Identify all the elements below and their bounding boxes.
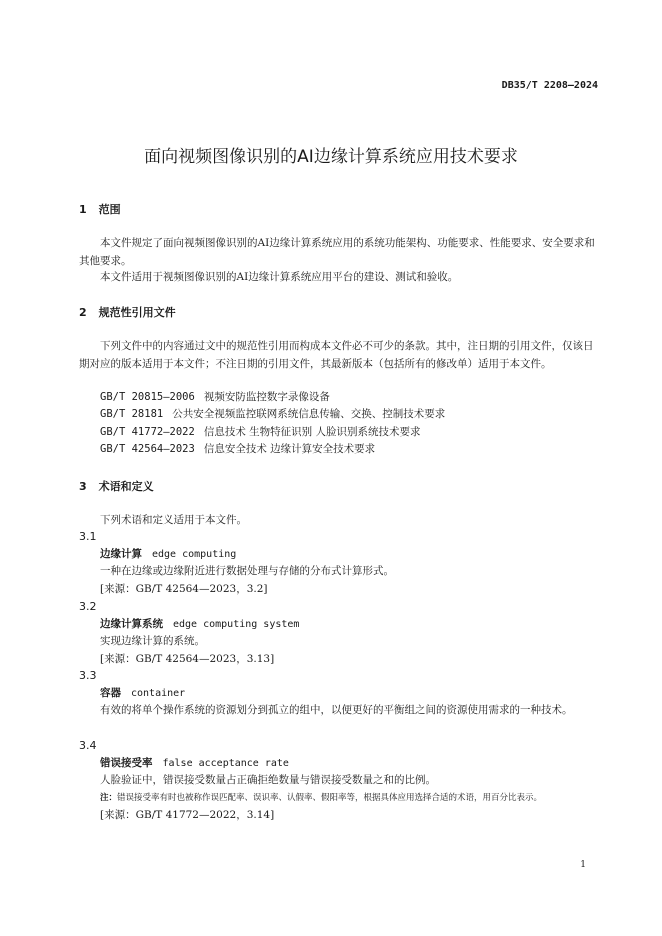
term-en: edge computing xyxy=(152,549,237,560)
ref-title: 信息安全技术 边缘计算安全技术要求 xyxy=(203,443,376,455)
normative-ref-item xyxy=(100,406,445,421)
section-number: 3 xyxy=(79,480,87,493)
term-en: container xyxy=(131,688,186,699)
term-number: 3.3 xyxy=(79,669,97,682)
section-1-heading xyxy=(79,201,121,217)
term-definition: 人脸验证中，错误接受数量占正确拒绝数量与错误接受数量之和的比例。 xyxy=(100,774,436,786)
ref-title: 信息技术 生物特征识别 人脸识别系统技术要求 xyxy=(203,426,421,438)
term-note xyxy=(100,791,542,803)
scope-paragraph-1: 本文件规定了面向视频图像识别的AI边缘计算系统应用的系统功能架构、功能要求、性能要求、安全要求和其他要求。 xyxy=(79,237,595,267)
term-zh: 边缘计算系统 xyxy=(100,618,163,630)
section-title: 术语和定义 xyxy=(98,480,154,493)
term-definition: 有效的将单个操作系统的资源划分到孤立的组中，以便更好的平衡组之间的资源使用需求的一种技术。 xyxy=(100,704,573,716)
term-definition: 实现边缘计算的系统。 xyxy=(100,635,205,647)
section-number: 1 xyxy=(79,203,87,216)
section-3-heading xyxy=(79,478,154,494)
ref-title: 视频安防监控数字录像设备 xyxy=(203,391,330,403)
term-heading xyxy=(100,755,289,770)
term-heading xyxy=(100,616,299,631)
section-title: 规范性引用文件 xyxy=(98,306,176,319)
document-title: 面向视频图像识别的AI边缘计算系统应用技术要求 xyxy=(144,147,518,167)
note-label: 注： xyxy=(100,793,118,803)
normative-ref-item xyxy=(100,424,421,439)
ref-code: GB/T 28181 xyxy=(100,408,164,420)
term-source: [来源：GB/T 42564—2023，3.13] xyxy=(100,653,275,665)
document-number: DB35/T 2208—2024 xyxy=(501,80,598,91)
note-text: 错误接受率有时也被称作误匹配率、误识率、认假率、假阳率等，根据具体应用选择合适的术语，用百分比表示。 xyxy=(117,793,543,803)
term-heading xyxy=(100,546,236,561)
normative-ref-item xyxy=(100,389,330,404)
term-en: edge computing system xyxy=(173,619,300,630)
ref-code: GB/T 41772—2022 xyxy=(100,426,195,438)
section-title: 范围 xyxy=(98,203,121,216)
section-number: 2 xyxy=(79,306,87,319)
term-heading xyxy=(100,685,185,700)
page-number: 1 xyxy=(580,860,586,870)
term-source: [来源：GB/T 42564—2023，3.2] xyxy=(100,583,268,595)
term-source: [来源：GB/T 41772—2022，3.14] xyxy=(100,809,275,821)
ref-code: GB/T 20815—2006 xyxy=(100,391,195,403)
term-number: 3.4 xyxy=(79,739,97,752)
term-en: false acceptance rate xyxy=(162,758,289,769)
normative-ref-item xyxy=(100,441,375,456)
terms-intro: 下列术语和定义适用于本文件。 xyxy=(100,514,247,526)
section-2-heading xyxy=(79,304,176,320)
term-zh: 容器 xyxy=(100,687,121,699)
term-definition: 一种在边缘或边缘附近进行数据处理与存储的分布式计算形式。 xyxy=(100,565,394,577)
term-number: 3.1 xyxy=(79,530,97,543)
term-zh: 错误接受率 xyxy=(100,757,153,769)
ref-code: GB/T 42564—2023 xyxy=(100,443,195,455)
scope-paragraph-2: 本文件适用于视频图像识别的AI边缘计算系统应用平台的建设、测试和验收。 xyxy=(100,271,459,283)
term-zh: 边缘计算 xyxy=(100,548,142,560)
normative-intro: 下列文件中的内容通过文中的规范性引用而构成本文件必不可少的条款。其中，注日期的引用文件，仅该日期对应的版本适用于本文件；不注日期的引用文件，其最新版本（包括所有的修改单）适用于本文件。 xyxy=(79,340,594,370)
ref-title: 公共安全视频监控联网系统信息传输、交换、控制技术要求 xyxy=(172,408,446,420)
term-number: 3.2 xyxy=(79,600,97,613)
